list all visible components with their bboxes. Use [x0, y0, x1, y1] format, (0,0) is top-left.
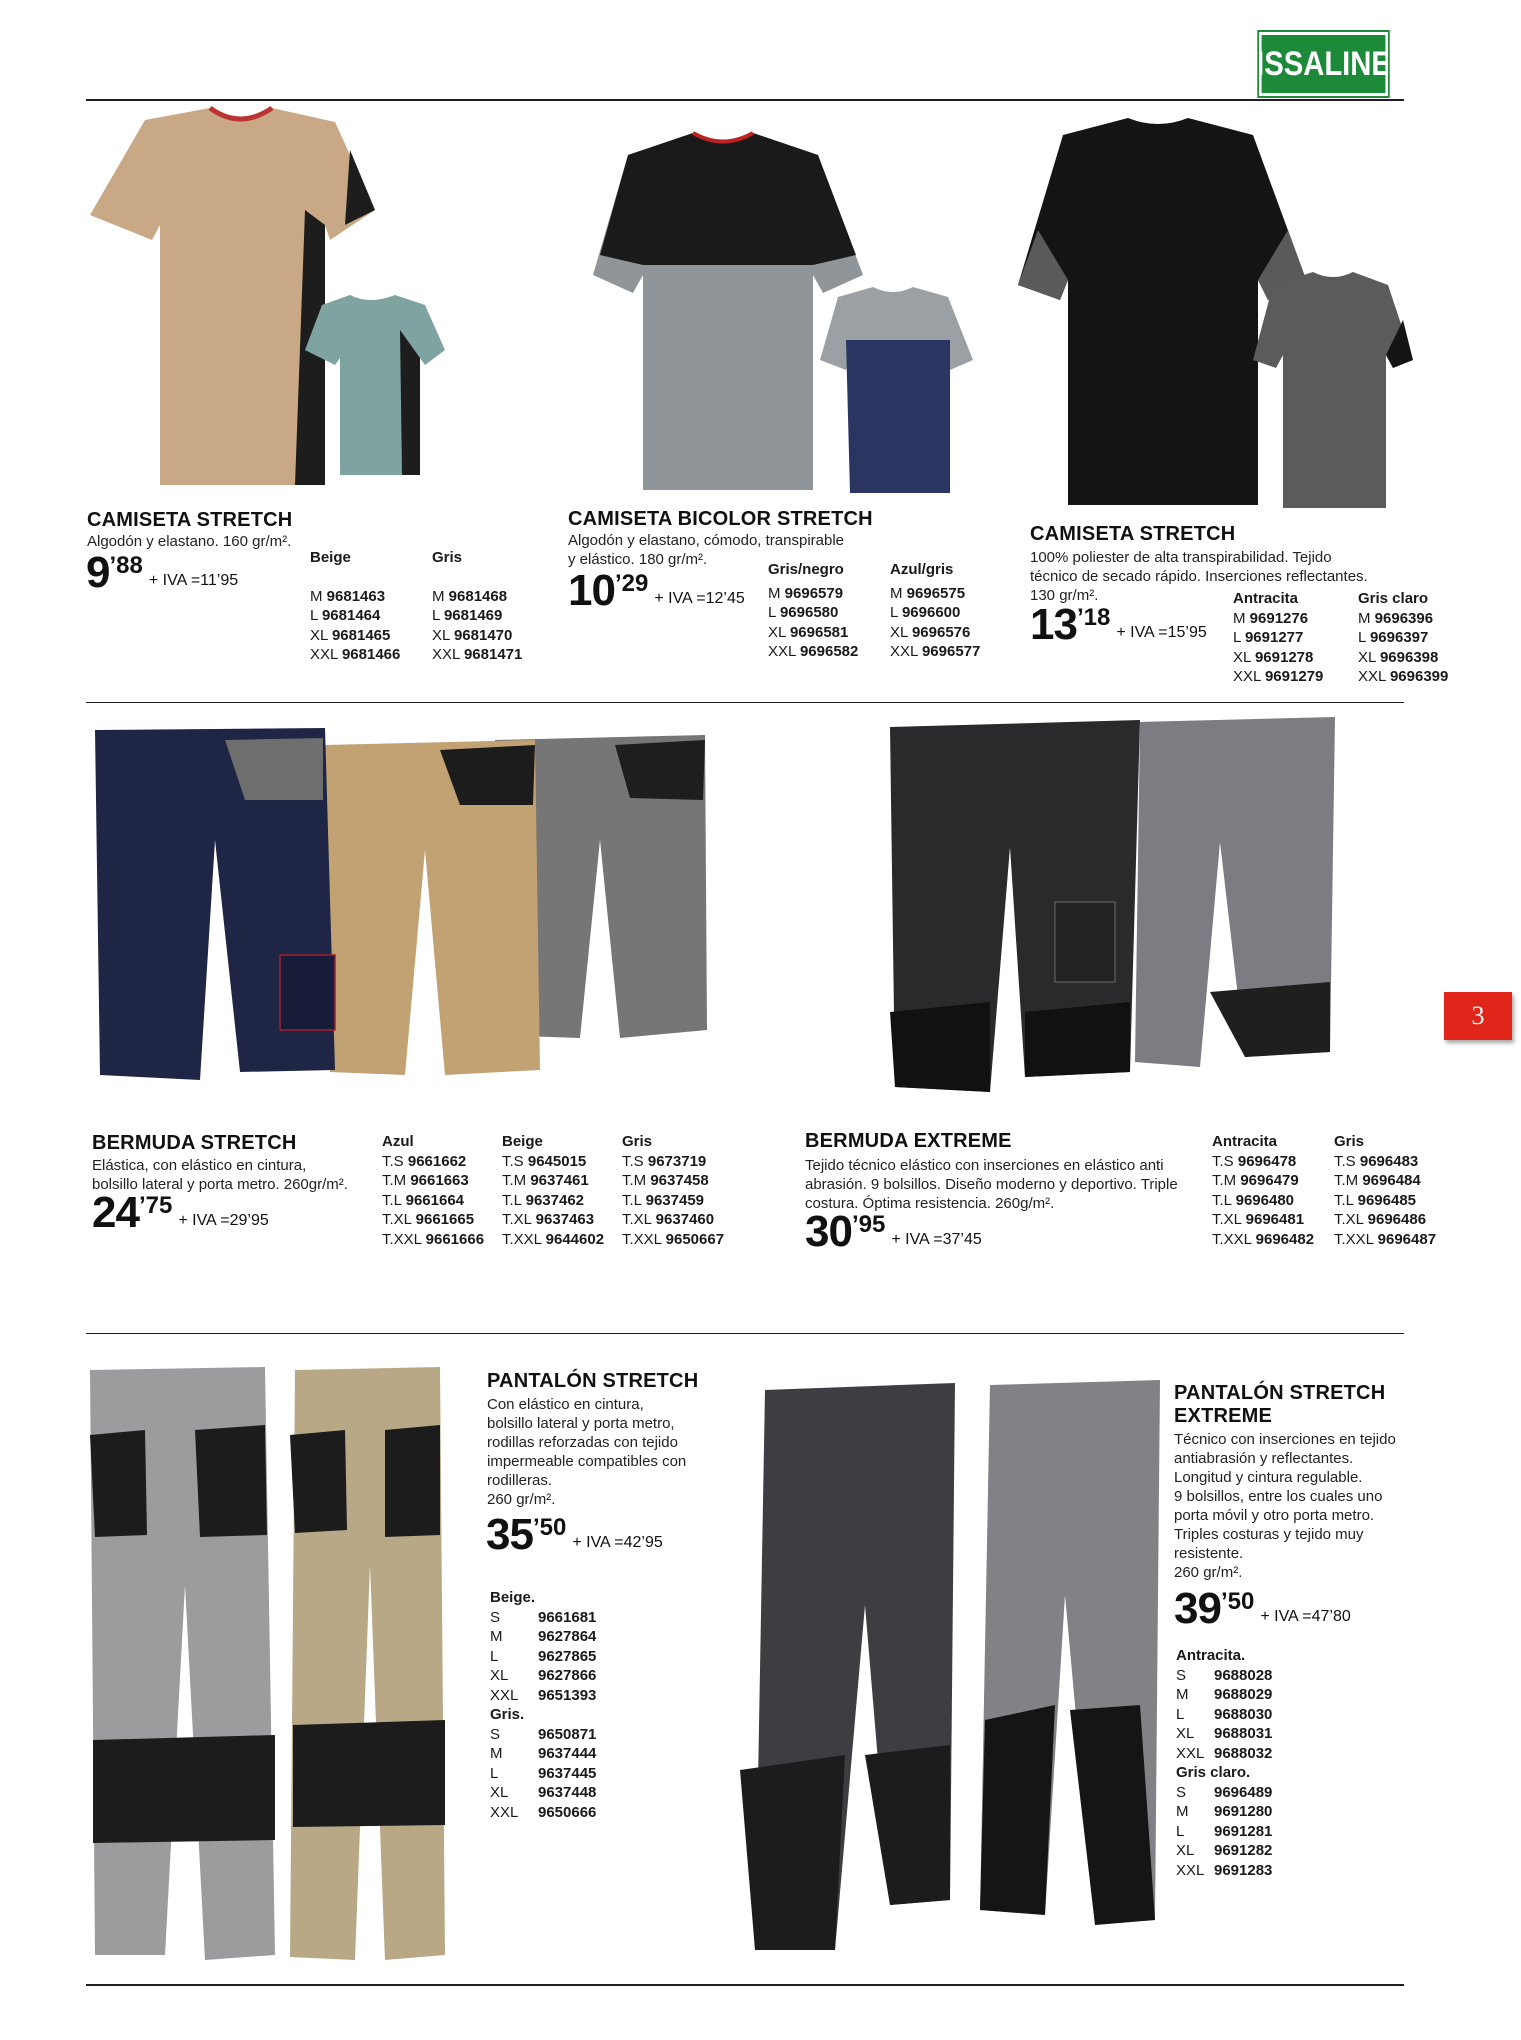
p6-desc-line: impermeable compatibles con [487, 1453, 687, 1470]
p7-code-row: XL 9688031 [1176, 1725, 1273, 1742]
p3-code-row: M 9691276 [1233, 609, 1309, 627]
p7-description [1174, 1430, 1396, 1582]
p6-code-row: XXL 9650666 [490, 1803, 597, 1821]
p4-col-header: Azul [382, 1133, 414, 1150]
p4-code-row: T.M 9637458 [622, 1172, 709, 1189]
p6-price-dec: ’50 [532, 1514, 567, 1541]
p1-title: CAMISETA STRETCH [87, 509, 293, 531]
p4-desc-line: bolsillo lateral y porta metro. 260gr/m². [92, 1176, 348, 1193]
p2-codes-grisnegro [768, 560, 858, 662]
p4-price-dec: ’75 [138, 1192, 173, 1219]
p2-code-row: XXL 9696582 [768, 643, 859, 660]
p6-group-header: Beige. [490, 1589, 536, 1606]
p4-codes-azul [382, 1132, 484, 1249]
p5-desc-line: Tejido técnico elástico con inserciones en elástico anti [805, 1157, 1164, 1174]
p4-code-row: T.XL 9637463 [502, 1211, 595, 1228]
p6-code-row: XL 9627866 [490, 1667, 597, 1684]
p4-code-row: T.XL 9637460 [622, 1211, 715, 1228]
p5-code-row: T.M 9696484 [1334, 1172, 1421, 1189]
p6-desc-line: 260 gr/m². [487, 1491, 556, 1508]
p2-codes-azulgris [890, 560, 980, 662]
p7-price-dec: ’50 [1220, 1588, 1255, 1615]
p6-title: PANTALÓN STRETCH [487, 1370, 699, 1392]
p5-codes-gris [1334, 1132, 1436, 1249]
p3-price [1030, 600, 1207, 650]
p4-code-row: T.XXL 9650667 [622, 1230, 725, 1248]
page-tab: 3 [1444, 992, 1512, 1040]
p2-code-row: M 9696575 [890, 584, 966, 602]
p1-code-row: XXL 9681471 [432, 646, 523, 663]
p6-code-row: XL 9637448 [490, 1784, 597, 1801]
p1-code-row: XXL 9681466 [310, 646, 401, 663]
p6-price-iva: + IVA =42’95 [572, 1534, 663, 1551]
pantalon-extreme-image [735, 1375, 1165, 1965]
p1-price [86, 548, 238, 598]
p6-codes [490, 1588, 596, 1822]
p1-code-row: L 9681464 [310, 607, 381, 624]
p7-desc-line: 260 gr/m². [1174, 1564, 1243, 1581]
p5-desc-line: costura. Óptima resistencia. 260g/m². [805, 1195, 1055, 1212]
p7-desc-line: Técnico con inserciones en tejido [1174, 1431, 1396, 1448]
p7-price-iva: + IVA =47’80 [1260, 1608, 1351, 1625]
p7-desc-line: 9 bolsillos, entre los cuales uno [1174, 1488, 1383, 1505]
p2-desc-line: Algodón y elastano, cómodo, transpirable [568, 532, 845, 549]
p1-codes-beige [310, 548, 400, 665]
tshirt-technical-image [1018, 110, 1418, 510]
p3-col-header: Gris claro [1358, 590, 1429, 607]
p2-code-row: L 9696600 [890, 604, 961, 621]
p5-code-row: T.XL 9696486 [1334, 1211, 1427, 1228]
p7-desc-line: antiabrasión y reflectantes. [1174, 1450, 1354, 1467]
p5-code-row: T.XXL 9696487 [1334, 1230, 1437, 1248]
p4-price-iva: + IVA =29’95 [178, 1212, 269, 1229]
p7-code-row: XXL 9691283 [1176, 1861, 1273, 1879]
p4-code-row: T.L 9637462 [502, 1191, 585, 1209]
p2-code-row: M 9696579 [768, 584, 844, 602]
p4-code-row: T.S 9645015 [502, 1152, 587, 1170]
p1-code-row: M 9681468 [432, 587, 508, 605]
p3-codes-antracita [1233, 589, 1323, 687]
tshirt-bicolor-image [588, 125, 988, 495]
p7-group-header: Antracita. [1176, 1647, 1246, 1664]
p3-code-row: L 9691277 [1233, 629, 1304, 646]
p3-col-header: Antracita [1233, 590, 1299, 607]
p5-desc-line: abrasión. 9 bolsillos. Diseño moderno y deportivo. Triple [805, 1176, 1178, 1193]
p4-code-row: T.M 9637461 [502, 1172, 589, 1189]
p7-group-header: Gris claro. [1176, 1764, 1251, 1781]
p6-code-row: L 9627865 [490, 1647, 597, 1665]
p2-col-header: Azul/gris [890, 561, 954, 578]
p7-desc-line: Longitud y cintura regulable. [1174, 1469, 1363, 1486]
p4-code-row: T.XXL 9644602 [502, 1230, 605, 1248]
bermuda-extreme-image [890, 712, 1340, 1102]
p1-codes-gris [432, 548, 522, 665]
p2-price-iva: + IVA =12’45 [654, 590, 745, 607]
p6-code-row: M 9637444 [490, 1745, 597, 1762]
p2-code-row: L 9696580 [768, 604, 839, 621]
p2-code-row: XL 9696576 [890, 623, 971, 641]
p5-description [805, 1156, 1178, 1213]
bottom-rule [86, 1984, 1404, 1986]
p5-price-dec: ’95 [851, 1211, 886, 1238]
p3-desc-line: técnico de secado rápido. Inserciones reflectantes. [1030, 568, 1368, 585]
p1-price-int: 9 [86, 548, 110, 597]
p5-code-row: T.S 9696478 [1212, 1152, 1297, 1170]
p3-codes-grisclaro [1358, 589, 1448, 687]
bermuda-stretch-image [95, 720, 725, 1100]
p6-desc-line: bolsillo lateral y porta metro, [487, 1415, 675, 1432]
p6-price [486, 1510, 663, 1560]
p4-price-int: 24 [92, 1188, 139, 1237]
p2-price-dec: ’29 [614, 570, 649, 597]
p1-code-row: L 9681469 [432, 607, 503, 624]
p4-code-row: T.M 9661663 [382, 1172, 469, 1189]
p3-code-row: XXL 9691279 [1233, 668, 1324, 685]
p4-codes-beige [502, 1132, 604, 1249]
p1-price-iva: + IVA =11’95 [148, 572, 239, 589]
p5-code-row: T.XL 9696481 [1212, 1211, 1305, 1228]
p2-desc-line: y elástico. 180 gr/m². [568, 551, 708, 568]
p2-price-int: 10 [568, 566, 615, 615]
p4-desc-line: Elástica, con elástico en cintura, [92, 1157, 307, 1174]
p5-col-header: Gris [1334, 1133, 1365, 1150]
p6-code-row: L 9637445 [490, 1764, 597, 1782]
divider-1 [86, 702, 1404, 703]
p4-code-row: T.XXL 9661666 [382, 1230, 485, 1248]
p2-col-header: Gris/negro [768, 561, 844, 578]
p2-code-row: XL 9696581 [768, 623, 849, 641]
p4-code-row: T.L 9661664 [382, 1191, 465, 1209]
p7-code-row: XXL 9688032 [1176, 1744, 1273, 1762]
p1-price-dec: ’88 [109, 552, 143, 579]
p1-desc-line: Algodón y elastano. 160 gr/m². [87, 533, 292, 550]
p1-col-header: Beige [310, 549, 351, 566]
p7-price [1174, 1584, 1351, 1634]
p1-code-row: XL 9681470 [432, 626, 513, 644]
p4-code-row: T.S 9673719 [622, 1152, 707, 1170]
p6-desc-line: rodillas reforzadas con tejido [487, 1434, 678, 1451]
p2-title: CAMISETA BICOLOR STRETCH [568, 508, 873, 530]
p6-code-row: M 9627864 [490, 1628, 597, 1645]
p1-code-row: XL 9681465 [310, 626, 391, 644]
p5-codes-antracita [1212, 1132, 1314, 1249]
p3-price-dec: ’18 [1076, 604, 1111, 631]
p6-group-header: Gris. [490, 1706, 525, 1723]
p6-desc-line: Con elástico en cintura, [487, 1396, 644, 1413]
p7-codes [1176, 1646, 1272, 1880]
brand-logo: ISSALINE [1259, 32, 1388, 96]
p7-desc-line: porta móvil y otro porta metro. [1174, 1507, 1375, 1524]
p5-title: BERMUDA EXTREME [805, 1130, 1012, 1152]
p7-code-row: M 9691280 [1176, 1803, 1273, 1820]
p6-description [487, 1395, 686, 1509]
p1-col-header: Gris [432, 549, 463, 566]
p7-title-line2: EXTREME [1174, 1405, 1273, 1427]
p3-code-row: XL 9691278 [1233, 648, 1314, 666]
p3-code-row: XXL 9696399 [1358, 668, 1449, 685]
p3-code-row: M 9696396 [1358, 609, 1434, 627]
p4-code-row: T.L 9637459 [622, 1191, 705, 1209]
p7-code-row: M 9688029 [1176, 1686, 1273, 1703]
p7-desc-line: resistente. [1174, 1545, 1244, 1562]
p6-code-row: S 9650871 [490, 1725, 597, 1743]
p5-price [805, 1207, 982, 1257]
p6-code-row: XXL 9651393 [490, 1686, 597, 1704]
p7-code-row: L 9691281 [1176, 1822, 1273, 1840]
p3-code-row: L 9696397 [1358, 629, 1429, 646]
p5-col-header: Antracita [1212, 1133, 1278, 1150]
p5-code-row: T.M 9696479 [1212, 1172, 1299, 1189]
p5-price-int: 30 [805, 1207, 852, 1256]
p7-title: PANTALÓN STRETCH [1174, 1382, 1386, 1404]
p7-code-row: S 9688028 [1176, 1666, 1273, 1684]
p3-desc-line: 130 gr/m². [1030, 587, 1099, 604]
p3-price-int: 13 [1030, 600, 1077, 649]
p5-code-row: T.L 9696480 [1212, 1191, 1295, 1209]
p7-code-row: L 9688030 [1176, 1705, 1273, 1723]
p4-code-row: T.XL 9661665 [382, 1211, 475, 1228]
p4-col-header: Beige [502, 1133, 543, 1150]
p3-price-iva: + IVA =15’95 [1116, 624, 1207, 641]
p5-code-row: T.L 9696485 [1334, 1191, 1417, 1209]
divider-2 [86, 1333, 1404, 1334]
p4-code-row: T.S 9661662 [382, 1152, 467, 1170]
p7-desc-line: Triples costuras y tejido muy [1174, 1526, 1364, 1543]
p5-price-iva: + IVA =37’45 [891, 1231, 982, 1248]
p7-price-int: 39 [1174, 1584, 1221, 1633]
p5-code-row: T.XXL 9696482 [1212, 1230, 1315, 1248]
p6-price-int: 35 [486, 1510, 533, 1559]
pantalon-stretch-image [85, 1365, 485, 1965]
p7-code-row: S 9696489 [1176, 1783, 1273, 1801]
p2-code-row: XXL 9696577 [890, 643, 981, 660]
p4-price [92, 1188, 269, 1238]
tshirt-stretch-image [90, 100, 470, 495]
p3-desc-line: 100% poliester de alta transpirabilidad. Tejido [1030, 549, 1332, 566]
p4-title: BERMUDA STRETCH [92, 1132, 297, 1154]
p6-desc-line: rodilleras. [487, 1472, 553, 1489]
p1-code-row: M 9681463 [310, 587, 386, 605]
p4-codes-gris [622, 1132, 724, 1249]
p4-col-header: Gris [622, 1133, 653, 1150]
p2-price [568, 566, 745, 616]
p3-title: CAMISETA STRETCH [1030, 523, 1236, 545]
p3-code-row: XL 9696398 [1358, 648, 1439, 666]
p6-code-row: S 9661681 [490, 1608, 597, 1626]
p5-code-row: T.S 9696483 [1334, 1152, 1419, 1170]
p7-code-row: XL 9691282 [1176, 1842, 1273, 1859]
